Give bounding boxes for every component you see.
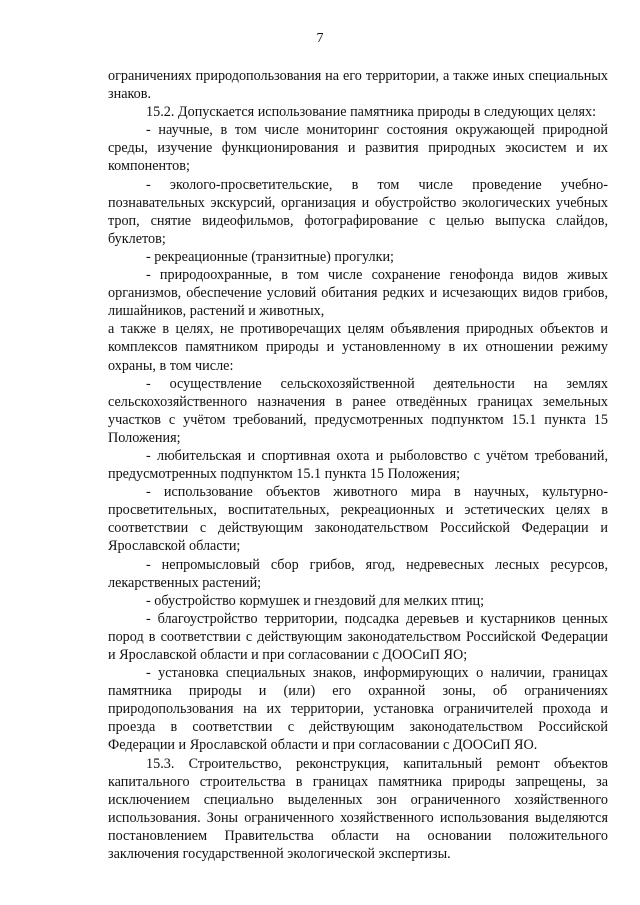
paragraph-14: - установка специальных знаков, информирующих о наличии, границах памятника природы и (или) его охранной зоны, об ограничениях природопользования на их территории, установка ограничителей прохода и проезда в соответствии с действующим законодательством Российской Федерации и Ярославской области и при согласовании с ДООСиП ЯО. bbox=[108, 665, 608, 754]
paragraph-6: - природоохранные, в том числе сохранение генофонда видов живых организмов, обеспечение условий обитания редких и исчезающих видов грибов, лишайников, растений и животных, bbox=[108, 267, 608, 320]
paragraph-1: ограничениях природопользования на его территории, а также иных специальных знаков. bbox=[108, 68, 608, 103]
paragraph-11: - непромысловый сбор грибов, ягод, недревесных лесных ресурсов, лекарственных растений; bbox=[108, 556, 608, 591]
paragraph-3: - научные, в том числе мониторинг состояния окружающей природной среды, изучение функционирования и развития природных экосистем и их компонентов; bbox=[108, 122, 608, 175]
paragraph-7: а также в целях, не противоречащих целям объявления природных объектов и комплексов памятником природы и установленному в их отношении режиму охраны, в том числе: bbox=[108, 321, 608, 374]
page-number: 7 bbox=[316, 31, 324, 46]
body-text bbox=[108, 67, 608, 863]
paragraph-12: - обустройство кормушек и гнездовий для мелких птиц; bbox=[146, 592, 485, 609]
paragraph-5: - рекреационные (транзитные) прогулки; bbox=[146, 248, 395, 265]
paragraph-8: - осуществление сельскохозяйственной деятельности на землях сельскохозяйственного назначения в ранее отведённых границах земельных участков с учётом требований, предусмотренных подпунктом 15.1 пункта 15 Положения; bbox=[108, 375, 608, 446]
paragraph-15: 15.3. Строительство, реконструкция, капитальный ремонт объектов капитального строительства в границах памятника природы запрещены, за исключением специально выделенных зон ограниченного хозяйственного использования. Зоны ограниченного хозяйственного использования выделяются постановлением Правительства области на основании положительного заключения государственной экологической экспертизы. bbox=[108, 755, 608, 863]
paragraph-2: 15.2. Допускается использование памятника природы в следующих целях: bbox=[146, 104, 597, 121]
paragraph-10: - использование объектов животного мира в научных, культурно-просветительных, воспитательных, рекреационных и эстетических целях в соответствии с действующим законодательством Российской Федерации и Ярославской области; bbox=[108, 484, 608, 555]
paragraph-13: - благоустройство территории, подсадка деревьев и кустарников ценных пород в соответствии с действующим законодательством Российской Федерации и Ярославской области и при согласовании с ДООСиП ЯО; bbox=[108, 610, 608, 663]
paragraph-9: - любительская и спортивная охота и рыболовство с учётом требований, предусмотренных подпунктом 15.1 пункта 15 Положения; bbox=[108, 447, 608, 483]
paragraph-4: - эколого-просветительские, в том числе проведение учебно-познавательных экскурсий, организация и обустройство экологических учебных троп, снятие видеофильмов, фотографирование с целью выпуска слайдов, буклетов; bbox=[108, 176, 608, 247]
